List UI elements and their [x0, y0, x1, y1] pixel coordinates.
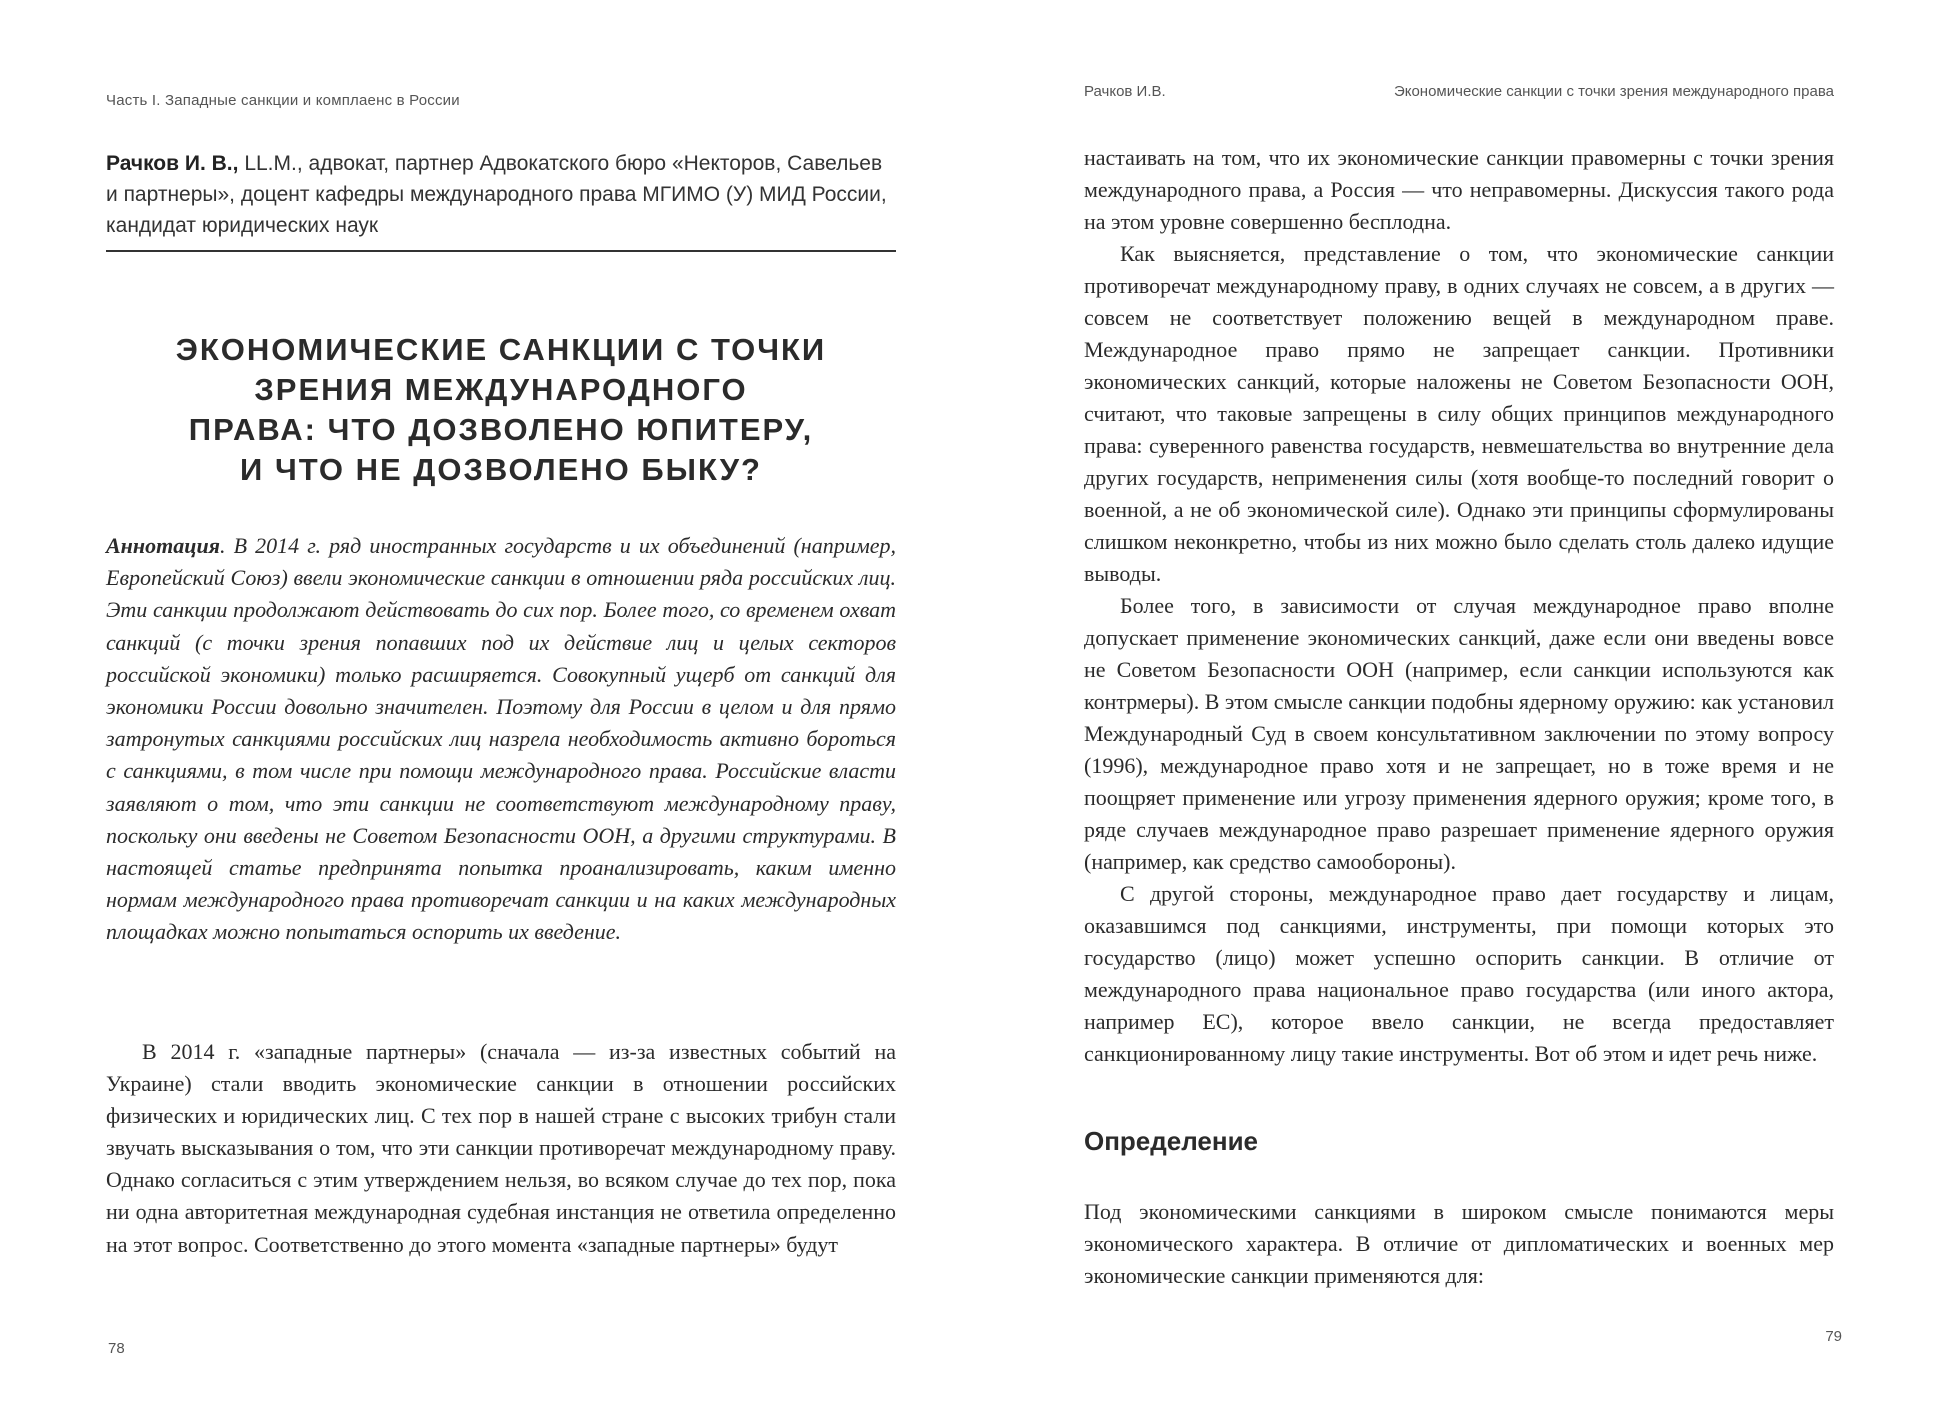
running-head-title: Экономические санкции с точки зрения международного права [1393, 83, 1834, 100]
article-title [106, 330, 896, 490]
author-divider [106, 250, 896, 252]
running-head-author: Рачков И.В. [1084, 83, 1166, 100]
author-name: Рачков И. В., [106, 152, 239, 175]
definition-body [1084, 1196, 1834, 1292]
paragraph: Как выясняется, представление о том, что экономические санкции противоречат международному праву, в одних случаях не совсем, а в других — совсем не соответствует положению вещей в международном праве. Международное право прямо не запрещает санкции. Противники экономических санкций, которые наложены не Советом Безопасности ООН, считают, что таковые запрещены в силу общих принципов международного права: суверенного равенства государств, невмешательства во внутренние дела других государств, неприменения силы (хотя вообще-то последний говорит о военной, а не об экономической силе). Однако эти принципы сформулированы слишком неконкретно, чтобы из них можно было сделать столь далеко идущие выводы. [1084, 241, 1834, 586]
body-paragraph: В 2014 г. «западные партнеры» (сначала — из-за известных событий на Украине) стали вводить экономические санкции в отношении российских физических и юридических лиц. С тех пор в нашей стране с высоких трибун стали звучать высказывания о том, что эти санкции противоречат международному праву. Однако согласиться с этим утверждением нельзя, во всяком случае до тех пор, пока ни одна авторитетная международная судебная инстанция не ответила определенно на этот вопрос. Соответственно до этого момента «западные партнеры» будут [106, 1039, 896, 1257]
paragraph: Под экономическими санкциями в широком смысле понимаются меры экономического характера. В отличие от дипломатических и военных мер экономические санкции применяются для: [1084, 1199, 1834, 1288]
running-head-left: Часть I. Западные санкции и комплаенс в России [106, 92, 460, 109]
section-heading: Определение [1084, 1126, 1259, 1156]
title-line: ЗРЕНИЯ МЕЖДУНАРОДНОГО [254, 372, 748, 407]
paragraph: настаивать на том, что их экономические санкции правомерны с точки зрения международного права, а Россия — что неправомерны. Дискуссия такого рода на этом уровне совершенно бесплодна. [1084, 145, 1834, 234]
title-line: И ЧТО НЕ ДОЗВОЛЕНО БЫКУ? [240, 452, 762, 487]
paragraph: Более того, в зависимости от случая международное право вполне допускает применение экономических санкций, даже если они введены вовсе не Советом Безопасности ООН (например, если санкции используются как контрмеры). В этом смысле санкции подобны ядерному оружию: как установил Международный Суд в своем консультативном заключении по этому вопросу (1996), международное право хотя и не запрещает, но в тоже время и не поощряет применение или угрозу применения ядерного оружия; кроме того, в ряде случаев международное право разрешает применение ядерного оружия (например, как средство самообороны). [1084, 593, 1834, 874]
page-number-left: 78 [108, 1340, 125, 1357]
paragraph: С другой стороны, международное право дает государству и лицам, оказавшимся под санкциями, инструменты, при помощи которых это государство (лицо) может успешно оспорить санкции. В отличие от международного права национальное право государства (или иного актора, например ЕС), которое ввело санкции, не всегда предоставляет санкционированному лицу такие инструменты. Вот об этом и идет речь ниже. [1084, 881, 1834, 1066]
title-line: ЭКОНОМИЧЕСКИЕ САНКЦИИ С ТОЧКИ [175, 332, 827, 367]
page-number-right: 79 [1825, 1328, 1842, 1345]
right-body [1084, 142, 1834, 1070]
author-block [106, 148, 896, 241]
annotation [106, 530, 896, 949]
annotation-label: Аннотация [106, 533, 221, 558]
annotation-text: . В 2014 г. ряд иностранных государств и их объединений (например, Европейский Союз) ввели экономические санкции в отношении ряда российских лиц. Эти санкции продолжают действовать до сих пор. Более того, со временем охват санкций (с точки зрения попавших под их действие лиц и целых секторов российской экономики) только расширяется. Совокупный ущерб от санкций для экономики России довольно значителен. Поэтому для России в целом и для прямо затронутых санкциями российских лиц назрела необходимость активно бороться с санкциями, в том числе при помощи международного права. Российские власти заявляют о том, что эти санкции не соответствуют международному праву, поскольку они введены не Советом Безопасности ООН, а другими структурами. В настоящей статье предпринята попытка проанализировать, каким именно нормам международного права противоречат санкции и на каких международных площадках можно попытаться оспорить их введение. [106, 533, 896, 945]
author-details: LL.M., адвокат, партнер Адвокатского бюро «Некторов, Савельев и партнеры», доцент кафедры международного права МГИМО (У) МИД России, кандидат юридических наук [106, 152, 887, 237]
right-page [976, 0, 1952, 1416]
title-line: ПРАВА: ЧТО ДОЗВОЛЕНО ЮПИТЕРУ, [188, 412, 814, 447]
